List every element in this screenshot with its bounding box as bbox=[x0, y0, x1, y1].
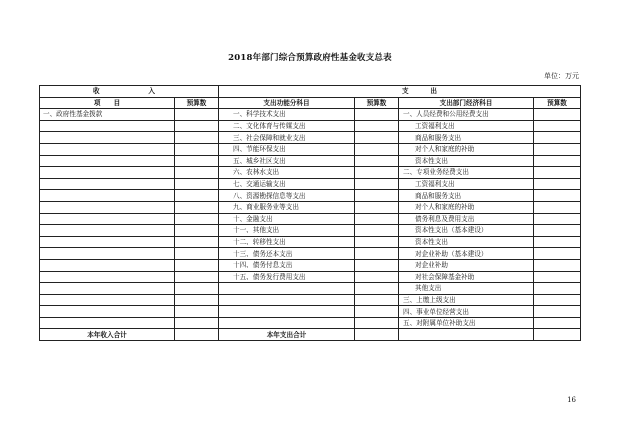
func-budget-cell bbox=[355, 143, 399, 155]
table-row bbox=[40, 201, 581, 213]
income-budget-cell bbox=[175, 317, 219, 329]
income-budget-cell bbox=[175, 109, 219, 121]
income-budget-cell bbox=[175, 306, 219, 318]
econ-item-cell: 四、事业单位经营支出 bbox=[399, 306, 534, 318]
income-budget-cell bbox=[175, 155, 219, 167]
income-budget-cell bbox=[175, 248, 219, 260]
func-budget-cell bbox=[355, 132, 399, 144]
income-item-cell bbox=[40, 294, 175, 306]
table-row bbox=[40, 306, 581, 318]
econ-item-cell: 商品和服务支出 bbox=[399, 190, 534, 202]
econ-budget-cell bbox=[534, 259, 581, 271]
econ-item-cell: 商品和服务支出 bbox=[399, 132, 534, 144]
income-item-cell bbox=[40, 120, 175, 132]
econ-item-cell: 对企业补助（基本建设） bbox=[399, 248, 534, 260]
econ-budget-cell bbox=[534, 236, 581, 248]
header-row-columns bbox=[40, 97, 581, 109]
econ-budget-cell bbox=[534, 213, 581, 225]
header-row-top bbox=[40, 86, 581, 98]
income-item-cell bbox=[40, 259, 175, 271]
func-item-cell bbox=[219, 317, 355, 329]
income-budget-cell bbox=[175, 120, 219, 132]
expenditure-header bbox=[219, 86, 581, 98]
func-budget-cell bbox=[355, 213, 399, 225]
econ-budget-cell bbox=[534, 143, 581, 155]
func-item-cell: 十四、债务付息支出 bbox=[219, 259, 355, 271]
econ-budget-cell bbox=[534, 294, 581, 306]
func-item-cell: 二、文化体育与传媒支出 bbox=[219, 120, 355, 132]
table-body bbox=[40, 109, 581, 329]
econ-budget-cell bbox=[534, 271, 581, 283]
budget-table bbox=[39, 85, 581, 341]
func-item-cell: 十一、其他支出 bbox=[219, 225, 355, 237]
econ-item-cell: 债务利息及费用支出 bbox=[399, 213, 534, 225]
econ-item-cell: 二、专项业务经费支出 bbox=[399, 167, 534, 179]
func-item-cell: 十五、债务发行费用支出 bbox=[219, 271, 355, 283]
table-row bbox=[40, 225, 581, 237]
func-item-cell: 一、科学技术支出 bbox=[219, 109, 355, 121]
page-number: 16 bbox=[567, 396, 576, 404]
func-item-cell: 六、农林水支出 bbox=[219, 167, 355, 179]
col-item-header: 项 目 bbox=[40, 97, 175, 109]
func-budget-cell bbox=[355, 178, 399, 190]
income-budget-cell bbox=[175, 132, 219, 144]
income-item-cell: 一、政府性基金拨款 bbox=[40, 109, 175, 121]
income-budget-cell bbox=[175, 294, 219, 306]
econ-item-cell: 对社会保障基金补助 bbox=[399, 271, 534, 283]
econ-item-cell: 三、上缴上级支出 bbox=[399, 294, 534, 306]
func-item-cell bbox=[219, 306, 355, 318]
income-budget-cell bbox=[175, 201, 219, 213]
income-budget-cell bbox=[175, 190, 219, 202]
func-budget-cell bbox=[355, 248, 399, 260]
income-header-char2: 入 bbox=[148, 87, 155, 96]
func-item-cell: 四、节能环保支出 bbox=[219, 143, 355, 155]
expenditure-total-label: 本年支出合计 bbox=[219, 329, 355, 341]
func-budget-cell bbox=[355, 167, 399, 179]
econ-item-cell: 资本性支出 bbox=[399, 236, 534, 248]
econ-budget-cell bbox=[534, 178, 581, 190]
income-budget-cell bbox=[175, 259, 219, 271]
table-row bbox=[40, 283, 581, 295]
table-row bbox=[40, 213, 581, 225]
income-item-cell bbox=[40, 317, 175, 329]
econ-budget-cell bbox=[534, 190, 581, 202]
func-budget-cell bbox=[355, 271, 399, 283]
table-row bbox=[40, 132, 581, 144]
econ-total-spacer bbox=[399, 329, 534, 341]
col-budget-header: 预算数 bbox=[175, 97, 219, 109]
table-row bbox=[40, 317, 581, 329]
econ-item-cell: 一、人员经费和公用经费支出 bbox=[399, 109, 534, 121]
income-item-cell bbox=[40, 225, 175, 237]
income-item-cell bbox=[40, 132, 175, 144]
econ-budget-cell bbox=[534, 167, 581, 179]
income-item-cell bbox=[40, 201, 175, 213]
econ-budget-cell bbox=[534, 120, 581, 132]
func-item-cell: 七、交通运输支出 bbox=[219, 178, 355, 190]
expenditure-header-char2: 出 bbox=[430, 87, 437, 96]
income-budget-cell bbox=[175, 236, 219, 248]
col-budget3-header: 预算数 bbox=[534, 97, 581, 109]
func-item-cell: 九、商业服务业等支出 bbox=[219, 201, 355, 213]
econ-item-cell: 资本性支出（基本建设） bbox=[399, 225, 534, 237]
func-item-cell: 十二、转移性支出 bbox=[219, 236, 355, 248]
econ-budget-cell bbox=[534, 225, 581, 237]
table-row bbox=[40, 143, 581, 155]
table-row bbox=[40, 259, 581, 271]
econ-budget-cell bbox=[534, 306, 581, 318]
income-budget-cell bbox=[175, 225, 219, 237]
econ-budget-cell bbox=[534, 283, 581, 295]
totals-row bbox=[40, 329, 581, 341]
col-econ-header: 支出部门经济科目 bbox=[399, 97, 534, 109]
table-row bbox=[40, 294, 581, 306]
econ-item-cell: 五、对附属单位补助支出 bbox=[399, 317, 534, 329]
income-item-cell bbox=[40, 306, 175, 318]
func-item-cell bbox=[219, 283, 355, 295]
func-budget-cell bbox=[355, 317, 399, 329]
table-title: 2018年部门综合预算政府性基金收支总表 bbox=[228, 53, 392, 63]
func-budget-cell bbox=[355, 259, 399, 271]
table-row bbox=[40, 248, 581, 260]
func-budget-cell bbox=[355, 155, 399, 167]
table-row bbox=[40, 271, 581, 283]
econ-budget-cell bbox=[534, 248, 581, 260]
income-budget-cell bbox=[175, 143, 219, 155]
econ-item-cell: 对个人和家庭的补助 bbox=[399, 201, 534, 213]
col-func-header: 支出功能分科目 bbox=[219, 97, 355, 109]
income-item-cell bbox=[40, 236, 175, 248]
table-row bbox=[40, 155, 581, 167]
income-budget-cell bbox=[175, 283, 219, 295]
func-budget-cell bbox=[355, 306, 399, 318]
func-budget-cell bbox=[355, 201, 399, 213]
income-total-label: 本年收入合计 bbox=[40, 329, 175, 341]
econ-budget-cell bbox=[534, 132, 581, 144]
table-row bbox=[40, 236, 581, 248]
income-item-cell bbox=[40, 248, 175, 260]
func-budget-cell bbox=[355, 120, 399, 132]
func-budget-cell bbox=[355, 190, 399, 202]
income-item-cell bbox=[40, 143, 175, 155]
col-budget2-header: 预算数 bbox=[355, 97, 399, 109]
econ-item-cell: 资本性支出 bbox=[399, 155, 534, 167]
table-row bbox=[40, 167, 581, 179]
func-item-cell: 五、城乡社区支出 bbox=[219, 155, 355, 167]
income-budget-cell bbox=[175, 167, 219, 179]
income-item-cell bbox=[40, 178, 175, 190]
func-budget-cell bbox=[355, 294, 399, 306]
func-item-cell: 三、社会保障和就业支出 bbox=[219, 132, 355, 144]
econ-item-cell: 工资福利支出 bbox=[399, 120, 534, 132]
func-budget-cell bbox=[355, 109, 399, 121]
func-budget-cell bbox=[355, 236, 399, 248]
income-item-cell bbox=[40, 283, 175, 295]
func-item-cell bbox=[219, 294, 355, 306]
econ-item-cell: 对企业补助 bbox=[399, 259, 534, 271]
func-item-cell: 十、金融支出 bbox=[219, 213, 355, 225]
econ-item-cell: 其他支出 bbox=[399, 283, 534, 295]
func-item-cell: 十三、债务还本支出 bbox=[219, 248, 355, 260]
income-header bbox=[40, 86, 219, 98]
econ-budget-cell bbox=[534, 201, 581, 213]
func-budget-cell bbox=[355, 225, 399, 237]
func-item-cell: 八、资源勘探信息等支出 bbox=[219, 190, 355, 202]
income-budget-cell bbox=[175, 178, 219, 190]
table-row bbox=[40, 178, 581, 190]
unit-label: 单位：万元 bbox=[544, 72, 579, 80]
income-header-char1: 收 bbox=[93, 87, 100, 96]
table-row bbox=[40, 120, 581, 132]
econ-budget-cell bbox=[534, 155, 581, 167]
income-item-cell bbox=[40, 167, 175, 179]
econ-item-cell: 工资福利支出 bbox=[399, 178, 534, 190]
econ-budget-cell bbox=[534, 109, 581, 121]
econ-total-value bbox=[534, 329, 581, 341]
income-item-cell bbox=[40, 213, 175, 225]
income-item-cell bbox=[40, 155, 175, 167]
expenditure-header-char1: 支 bbox=[402, 87, 409, 96]
income-item-cell bbox=[40, 190, 175, 202]
func-budget-cell bbox=[355, 283, 399, 295]
income-total-value bbox=[175, 329, 219, 341]
table-row bbox=[40, 190, 581, 202]
income-item-cell bbox=[40, 271, 175, 283]
income-budget-cell bbox=[175, 271, 219, 283]
econ-item-cell: 对个人和家庭的补助 bbox=[399, 143, 534, 155]
econ-budget-cell bbox=[534, 317, 581, 329]
table-row bbox=[40, 109, 581, 121]
func-total-value bbox=[355, 329, 399, 341]
income-budget-cell bbox=[175, 213, 219, 225]
